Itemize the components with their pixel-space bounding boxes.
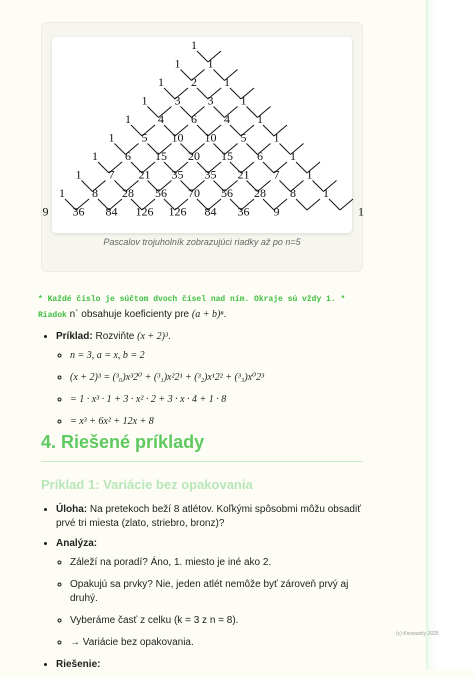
pascal-number: 1 — [174, 56, 181, 71]
pascal-connector — [98, 162, 109, 173]
pascal-number: 6 — [125, 149, 131, 163]
code-note-line-2 — [38, 307, 368, 323]
pascal-connector — [247, 107, 258, 118]
page-margin-shade — [428, 0, 438, 670]
pascal-connector — [296, 199, 307, 210]
code-note-line-1: * Každé číslo je súčtom dvoch čísel nad ním. Okraje sú vždy 1. * — [38, 295, 346, 304]
pascal-connector — [329, 199, 340, 210]
analysis-label: Analýza: — [56, 538, 98, 549]
pascal-number: 1 — [306, 167, 313, 182]
pascal-connector — [296, 162, 307, 173]
pascal-number: 1 — [358, 204, 364, 219]
example-step: ◦ (x + 2)³ = (³₀)x³2⁰ + (³₁)x²2¹ + (³₂)x¹2² + (³₃)x⁰2³ — [70, 371, 376, 385]
section-title: 4. Riešené príklady — [41, 432, 205, 452]
analysis-point: ◦ Opakujú sa prvky? Nie, jeden atlét nemôže byť zároveň prvý aj druhý. — [70, 578, 376, 606]
pascal-connector — [197, 51, 208, 62]
pascal-number: 1 — [141, 93, 148, 108]
pascal-number: 7 — [108, 167, 115, 182]
example-expression: (x + 2)³ — [137, 331, 169, 342]
pascal-connector — [181, 70, 192, 81]
pascal-number: 1 — [108, 130, 115, 145]
pascal-number: 3 — [174, 93, 181, 108]
pascal-number: 1 — [323, 186, 329, 200]
pascal-number: 9 — [42, 204, 49, 219]
task-list — [44, 503, 376, 678]
pascal-connector — [148, 107, 159, 118]
pascal-number: 7 — [273, 167, 280, 182]
example-list — [44, 330, 376, 437]
pascal-number: 1 — [191, 38, 197, 52]
pascal-number: 1 — [59, 186, 65, 200]
pascal-number: 84 — [204, 204, 217, 219]
pascal-figure — [41, 22, 363, 272]
pascal-connector — [263, 199, 274, 210]
pascal-number: 5 — [141, 130, 148, 145]
pascal-number: 1 — [92, 149, 98, 163]
pascal-number: 1 — [290, 149, 296, 163]
pascal-number: 36 — [237, 204, 250, 219]
pascal-number: 2 — [191, 75, 197, 89]
example-item — [56, 330, 376, 429]
pascal-number: 1 — [224, 75, 230, 89]
task-label: Úloha: — [56, 504, 88, 515]
pascal-connector — [230, 125, 241, 136]
pascal-number: 1 — [75, 167, 82, 182]
pascal-connector — [280, 181, 291, 192]
pascal-connector — [115, 144, 126, 155]
pascal-number: 21 — [138, 167, 151, 182]
example-step: ◦ = 1 · x³ · 1 + 3 · x² · 2 + 3 · x · 4 + 1 · 8 — [70, 393, 376, 407]
pascal-number: 70 — [188, 186, 200, 200]
solution-item — [56, 658, 376, 672]
example-label: Príklad: — [56, 331, 93, 342]
pascal-number: 4 — [224, 112, 230, 126]
pascal-number: 8 — [92, 186, 98, 200]
pascal-number: 1 — [273, 130, 280, 145]
pascal-number: 56 — [221, 186, 233, 200]
analysis-point: ◦ Vyberáme časť z celku (k = 3 z n = 8). — [70, 614, 376, 628]
pascal-number: 1 — [257, 112, 263, 126]
pascal-number: 35 — [171, 167, 184, 182]
example-end: . — [168, 331, 171, 342]
pascal-number: 126 — [135, 204, 154, 219]
pascal-connector — [263, 162, 274, 173]
task-item — [56, 503, 376, 531]
code-token-riadok: Riadok — [38, 311, 67, 320]
pascal-connector — [131, 125, 142, 136]
pascal-number: 6 — [191, 112, 197, 126]
pascal-connector — [230, 88, 241, 99]
pascal-number: 84 — [105, 204, 118, 219]
pascal-connector — [247, 144, 258, 155]
pascal-connector — [280, 144, 291, 155]
pascal-triangle — [42, 23, 362, 233]
footer-copyright: (c) Knowunity 2025 — [396, 631, 439, 637]
analysis-list — [56, 556, 376, 650]
pascal-number: 1 — [240, 93, 247, 108]
pascal-number: 9 — [273, 204, 280, 219]
pascal-number: 56 — [155, 186, 167, 200]
pascal-number: 21 — [237, 167, 250, 182]
figure-caption: Pascalov trojuholník zobrazujúci riadky až po n=5 — [103, 237, 301, 247]
pascal-connector — [82, 181, 93, 192]
pascal-number: 10 — [204, 130, 217, 145]
example-step: ◦ = x³ + 6x² + 12x + 8 — [70, 415, 376, 429]
pascal-number: 28 — [122, 186, 134, 200]
code-note-text: n` obsahuje koeficienty pre — [66, 309, 192, 320]
solution-label: Riešenie: — [56, 659, 101, 670]
analysis-point: ◦ → Variácie bez opakovania. — [70, 636, 376, 650]
section-subtitle: Príklad 1: Variácie bez opakovania — [41, 477, 253, 492]
pascal-connector — [263, 125, 274, 136]
pascal-connector — [307, 199, 320, 210]
pascal-number: 126 — [168, 204, 187, 219]
pascal-number: 36 — [72, 204, 85, 219]
pascal-number: 1 — [125, 112, 131, 126]
pascal-connector — [214, 70, 225, 81]
pascal-number: 20 — [188, 149, 200, 163]
pascal-number: 3 — [207, 93, 214, 108]
pascal-connector — [164, 88, 175, 99]
pascal-number: 6 — [257, 149, 263, 163]
code-note-end: . — [223, 309, 227, 320]
pascal-connector — [197, 88, 208, 99]
task-text: Na pretekoch beží 8 atlétov. Koľkými spôsobmi môžu obsadiť prvé tri miesta (zlato, striebro, bronz)? — [56, 504, 361, 529]
example-text: Rozviňte — [92, 331, 138, 342]
pascal-connector — [340, 199, 353, 210]
pascal-number: 10 — [171, 130, 184, 145]
pascal-number: 5 — [240, 130, 247, 145]
section-divider — [41, 461, 363, 462]
pascal-number: 4 — [158, 112, 164, 126]
pascal-number: 35 — [204, 167, 217, 182]
pascal-connector — [214, 107, 225, 118]
analysis-point: ◦ Záleží na poradí? Áno, 1. miesto je iné ako 2. — [70, 556, 376, 570]
pascal-number: 1 — [158, 75, 164, 89]
example-step: ◦ n = 3, a = x, b = 2 — [70, 349, 376, 363]
code-note — [38, 292, 368, 323]
pascal-number: 28 — [254, 186, 266, 200]
pascal-connector — [181, 107, 192, 118]
binomial-expression: (a + b)ⁿ — [191, 309, 224, 320]
pascal-number: 15 — [155, 149, 167, 163]
pascal-connector — [313, 181, 324, 192]
analysis-item — [56, 537, 376, 650]
pascal-number: 8 — [290, 186, 296, 200]
pascal-number: 1 — [207, 56, 214, 71]
example-steps — [56, 349, 376, 429]
pascal-number: 15 — [221, 149, 233, 163]
